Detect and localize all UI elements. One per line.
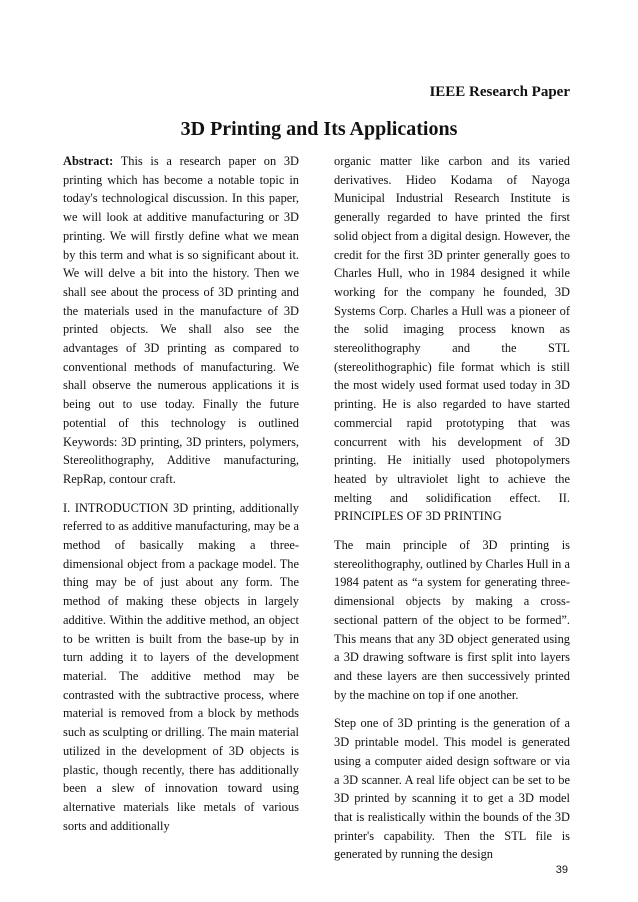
paper-title: 3D Printing and Its Applications bbox=[180, 118, 458, 140]
process-paragraph: Step one of 3D printing is the generation of a 3D printable model. This model is generated using a computer aided design software or via a 3D scanner. A real life object can be set to be 3D printed by scanning it to get a 3D model that is realistically within the bounds of the 3D printer's capability. Then the STL file is generated by running the design bbox=[334, 716, 570, 862]
page-number: 39 bbox=[555, 864, 568, 876]
right-column bbox=[334, 152, 570, 874]
abstract-text: This is a research paper on 3D printing which has become a notable topic in today's technological discussion. In this paper, we will look at additive manufacturing or 3D printing. We will firstly define what we mean by this term and what is so significant about it. We will delve a bit into the history. Then we shall see about the process of 3D printing and the materials used in the manufacture of 3D printed objects. We shall also see the advantages of 3D printing as compared to conventional methods of manufacturing. We shall observe the numerous applications it is being out to use today. Finally the future potential of this technology is outlined Keywords: 3D printing, 3D printers, polymers, Stereolithography, Additive manufacturing, RepRap, contour craft. bbox=[63, 154, 299, 486]
introduction-paragraph: I. INTRODUCTION 3D printing, additionally referred to as additive manufacturing, may be a method of basically making a three-dimensional object from a package model. The thing may be of just about any form. The method of making these objects in largely additive. Within the additive method, an object to be written is built from the base-up by in turn adding it to layers of the development material. The additive method may be contrasted with the subtractive process, where material is removed from a block by methods such as sculpting or drilling. The main material utilized in the development of 3D objects is plastic, though recently, there has additionally been a slew of innovation toward using alternative materials like metals of various sorts and additionally bbox=[63, 500, 299, 833]
history-paragraph: organic matter like carbon and its varied derivatives. Hideo Kodama of Nayoga Municipal Industrial Research Institute is generally regarded to have printed the first solid object from a digital design. However, the credit for the first 3D printer generally goes to Charles Hull, who in 1984 designed it while working for the company he founded, 3D Systems Corp. Charles a Hull was a pioneer of the solid imaging process known as stereolithography and the STL (stereolithographic) file format which is still the most widely used format used today in 3D printing. He is also regarded to have started commercial rapid prototyping that was concurrent with his development of 3D printing. He initially used photopolymers heated by ultraviolet light to achieve the melting and solidification effect. II. PRINCIPLES OF 3D PRINTING bbox=[334, 154, 570, 524]
abstract-paragraph bbox=[63, 152, 299, 489]
left-column bbox=[63, 152, 299, 845]
abstract-label: Abstract: bbox=[63, 154, 114, 168]
principle-paragraph: The main principle of 3D printing is stereolithography, outlined by Charles Hull in a 1984 patent as “a system for generating three-dimensional objects by making a cross-sectional pattern of the object to be formed”. This means that any 3D object generated using a 3D drawing software is first split into layers and these layers are then successively printed by the machine on top if one another. bbox=[334, 538, 570, 702]
paper-header: IEEE Research Paper bbox=[429, 84, 570, 100]
